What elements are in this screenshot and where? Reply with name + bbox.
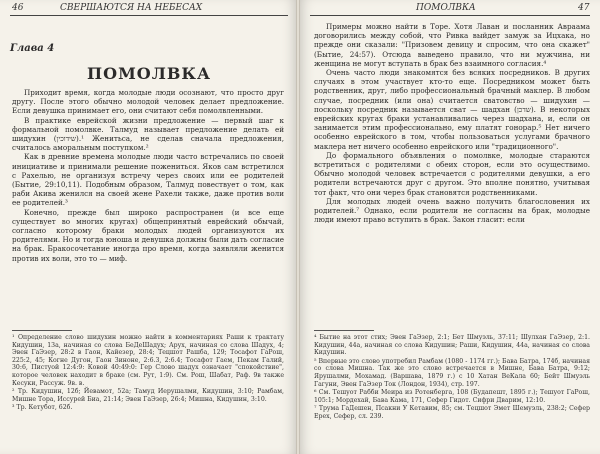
- footnote-rule: [314, 330, 374, 331]
- running-head: ПОМОЛВКА: [416, 3, 476, 13]
- footnote: ³ Тр. Кетубот, 62б.: [12, 404, 73, 412]
- footnote: ⁶ См. Тешуот Рабби Меира из Ротенберга, 108 (Будапешт, 1895 г.); Тешуот ГаРош, 105:1; Мордехай, Бава Кама, 171, Сефер Гидот. Сифри Дварим, 12:10.: [314, 389, 590, 404]
- footnote: ² Тр. Кидушин, 12б; Йевамот, 52а; Тамуд Иерушалми, Кидушин, 3:10; Рамбам, Мишне Тора, Иссурей Биа, 21:14; Эвен ГаЭзер, 26:4; Мишна, Кидушин, 3:10.: [12, 388, 284, 403]
- paragraph: Примеры можно найти в Торе. Хотя Лаван и посланник Авраама договорились между собой, что Ривка выйдет замуж за Ицхака, но прежде они сказали: "Призовем девицу и спросим, что она скажет" (Бытие, 24:57). Отсюда выведено правило, что ни мужчина, ни женщина не могут вступать в брак без взаимного согласия.⁴: [314, 22, 590, 68]
- paragraph: До формального объявления о помолвке, молодые стараются встретиться с родителями с обеих сторон, если это осуществимо. Обычно молодой человек встречается с родителями девушки, а его родители встречаются друг с другом. Это вполне понятно, учитывая тот факт, что они через брак становятся родственниками.: [314, 150, 590, 197]
- right-footnotes: [314, 334, 590, 422]
- paragraph: Конечно, прежде был широко распространен (и все еще существует во многих кругах) общепринятый еврейский обычай, согласно которому браки молодых людей организуются их родителями. Но и тогда юноша и девушка должны были дать согласие на брак. Бракосочетание иногда про время, когда заявляли женится против их воли, это то — миф.: [12, 207, 284, 263]
- right-body-text: [314, 22, 590, 224]
- paragraph: В практике еврейской жизни предложение — первый шаг к формальной помолвке. Талмуд называет предложение делать ей шидухин (שידוכין).¹ Женитьса, не сделав сначала предложения, считалось аморальным поступком.²: [12, 115, 284, 153]
- chapter-label: Глава 4: [10, 43, 55, 54]
- footnote: ⁴ Бытие на этот стих; Эвен ГаЭзер, 2:1; Бет Шмуэль, 37:11; Шулхан ГаЭзер, 2:1. Кидушин, 44а, начиная со слова Кидушин; Раши, Кидушин, 44а, начиная со слова Кидушин.: [314, 334, 590, 357]
- chapter-title: ПОМОЛВКА: [87, 64, 211, 83]
- paragraph: Для молодых людей очень важно получить благословения их родителей.⁷ Однако, если родители не согласны на брак, молодые люди имеют право вступить в брак. Закон гласит: если: [314, 196, 590, 225]
- page-number: 47: [578, 3, 590, 13]
- right-page: [298, 0, 600, 454]
- page-number: 46: [12, 3, 24, 13]
- paragraph: Приходит время, когда молодые люди осознают, что просто друг другу. После этого обычно молодой человек делает предложение. Если девушка принимает его, они считают себя помолвленными.: [12, 88, 284, 116]
- footnote-rule: [12, 330, 72, 331]
- footnote: ⁵ Впервые это слово употребил Рамбам (1080 - 1174 гг.); Бава Батра, 174б, начиная со слова Мишна. Так же это слово встречается в Мишне, Бава Батра, 9:12; Ярушалми, Мохамад. (Варшава, 1879 г.) с 10 Хатан ВеКала 60; Бейт Шмуэль Гагуни, Эвен ГаЭзер Ток (Лондон, 1934), стр. 197.: [314, 357, 590, 388]
- paragraph: Как в древние времена молодые люди часто встречались по своей инициативе и принимали решение пожениться. Яков сам встретился с Рахелью, не организуя встречу через своих или ее родителей (Бытие, 29:10,11). Подобным образом, Талмуд повествует о том, как раби Акива женился на своей жене Рахели также, даже против воли ее родителей.³: [12, 152, 284, 208]
- left-body-text: [12, 88, 284, 263]
- header-rule: [310, 15, 590, 16]
- paragraph: Очень часто люди знакомятся без всяких посредников. В других случаях в этом участвует кто-то еще. Посредником может быть родственник, друг, либо профессиональный брачный маклер. В любом случае, посредник (или она) считается сватовство — шидухин — поскольку посредник называется сват — шадхан (שדכן). В некоторых еврейских кругах браки устанавливались через шадхана, и, если он занимается этим профессионально, ему платят гонорар.⁵ Нет ничего особенно еврейского в том, чтобы пользоваться услугами брачного маклера нет ничего особенно еврейского или "традиционного".: [314, 68, 590, 151]
- header-rule: [10, 15, 288, 16]
- footnote: ¹ Определение слово шидухин можно найти в комментариях Раши к трактату Кидушин, 13а, начиная со слова БеДеШадух; Арух, начиная со слова Шадух, 4; Эвен ГаЭзер, 28:2 в Гаон, Кайезер, 28:4; Тецшот Рашба, 129; Тосафот ГаРош, 225:2, 45; Когне Дугон, Гаон Зиноне, 2:6.3, 2:6.4; Тосафот Гаем, Пекам Галий, 30:6, Пистуой 12:4:9: Ковой 40:49:0: Гер Слово шадух означает "спокойствие", которое человек находит в браке (см. Рут, 1:9). См. Рош, Шабат, Раф. 9в также Кесуки, Рассуж. 9в. в.: [12, 334, 284, 387]
- running-head: СВЕРШАЮТСЯ НА НЕБЕСАХ: [60, 3, 203, 13]
- left-page: [0, 0, 298, 454]
- left-footnotes: [12, 334, 284, 413]
- footnote: ⁷ Трума ГаДешен, Псакни У Кетавим, 85; см. Тецшот Эмет Шемуэль, 238:2; Сефер Ерех, Сефер, сл. 239.: [314, 405, 590, 420]
- book-gutter: [296, 0, 300, 454]
